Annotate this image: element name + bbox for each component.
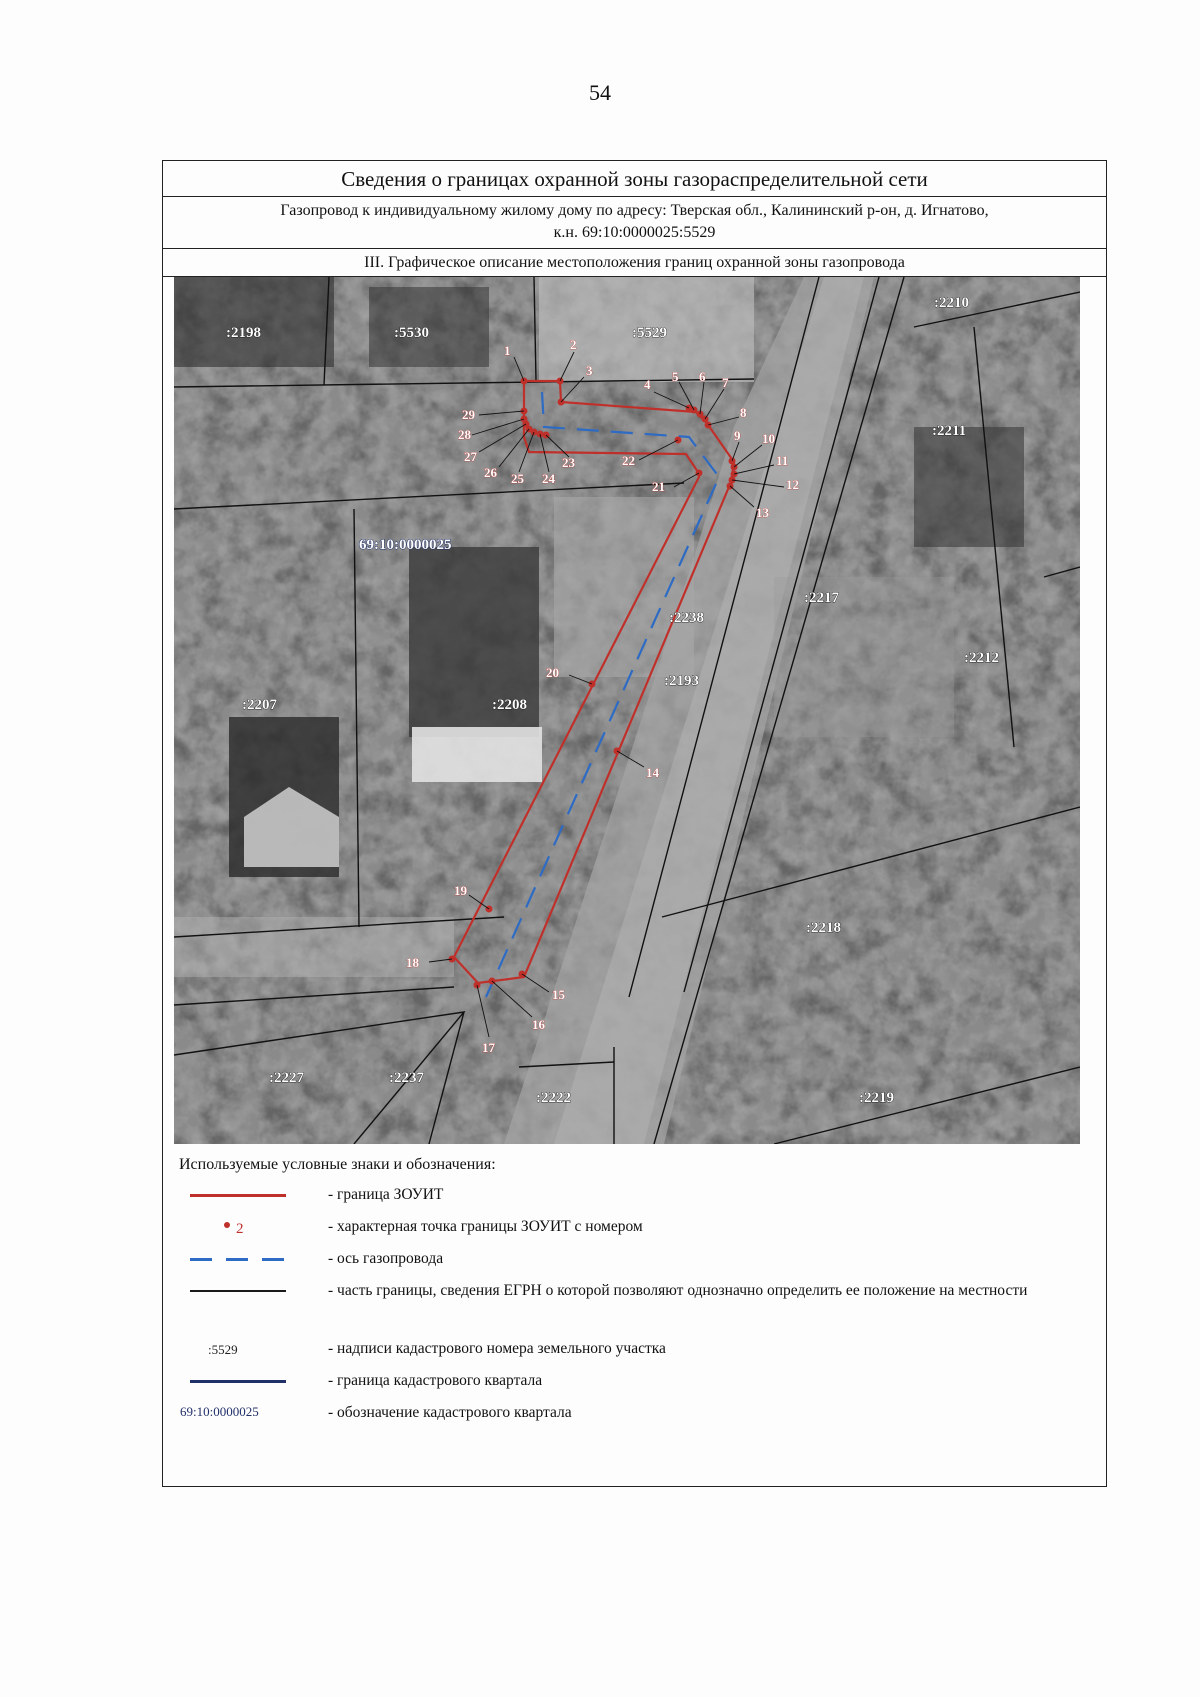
point-label: 29	[462, 407, 475, 422]
legend-item-zone-boundary	[178, 1180, 1078, 1210]
point-label: 5	[672, 369, 679, 384]
point-label: 15	[552, 987, 565, 1002]
point-label: 27	[464, 449, 477, 464]
legend-text: - надписи кадастрового номера земельного участка	[328, 1340, 666, 1357]
point-label: 22	[622, 453, 635, 468]
point-label: 8	[740, 405, 747, 420]
parcel-label: :2211	[932, 423, 967, 439]
point-label: 28	[458, 427, 471, 442]
point-label: 25	[511, 471, 524, 486]
point-label: 2	[570, 337, 577, 352]
parcel-label: :5530	[394, 325, 429, 341]
map-area[interactable]	[174, 277, 1080, 1144]
zone-point-sample: 2	[236, 1221, 244, 1237]
document-title: Сведения о границах охранной зоны газораспределительной сети	[163, 161, 1106, 197]
legend-item-zone-point	[178, 1212, 1078, 1242]
legend-text: - ось газопровода	[328, 1250, 444, 1267]
point-label: 6	[699, 369, 706, 384]
quarter-label-sample: 69:10:0000025	[180, 1404, 259, 1419]
legend-text: - граница кадастрового квартала	[328, 1372, 543, 1389]
point-label: 21	[652, 479, 665, 494]
zone-boundary-symbol	[190, 1194, 286, 1197]
point-label: 26	[484, 465, 497, 480]
point-label: 18	[406, 955, 419, 970]
parcel-label-sample: :5529	[208, 1342, 238, 1357]
parcel-label: :2217	[804, 590, 839, 606]
point-label: 3	[586, 363, 593, 378]
point-label: 13	[756, 505, 769, 520]
legend-text: - часть границы, сведения ЕГРН о которой позволяют однозначно определить ее положение на местности	[328, 1282, 1028, 1299]
legend-text: - обозначение кадастрового квартала	[328, 1404, 572, 1421]
point-label: 20	[546, 665, 559, 680]
parcel-label: :2227	[269, 1070, 304, 1086]
page-number: 54	[589, 80, 611, 105]
legend-title: Используемые условные знаки и обозначения:	[179, 1156, 496, 1173]
point-label: 24	[542, 471, 555, 486]
legend-item-parcel-label	[178, 1334, 1078, 1364]
legend-item-quarter-label	[178, 1398, 1078, 1428]
quarter-boundary-symbol	[190, 1380, 286, 1383]
point-label: 1	[504, 343, 511, 358]
point-label: 19	[454, 883, 467, 898]
point-label: 11	[776, 453, 789, 468]
legend-item-parcel-boundary	[178, 1276, 1078, 1324]
legend-text: - характерная точка границы ЗОУИТ с номером	[328, 1218, 643, 1235]
parcel-label: :2198	[226, 325, 261, 341]
gas-axis-symbol	[190, 1258, 286, 1261]
legend-item-gas-axis	[178, 1244, 1078, 1274]
object-cadastral-number: к.н. 69:10:0000025:5529	[553, 224, 716, 241]
point-label: 4	[644, 377, 651, 392]
parcel-label: :2212	[964, 650, 999, 666]
legend-item-quarter-boundary	[178, 1366, 1078, 1396]
parcel-label: :5529	[632, 325, 667, 341]
object-description	[163, 197, 1106, 249]
parcel-label: :2208	[492, 697, 527, 713]
zone-point-symbol	[224, 1222, 230, 1228]
point-label: 17	[482, 1040, 495, 1055]
section-title: III. Графическое описание местоположения границ охранной зоны газопровода	[163, 249, 1106, 277]
parcel-label: :2193	[664, 673, 699, 689]
point-label: 16	[532, 1017, 545, 1032]
parcel-label: :2210	[934, 295, 969, 311]
point-label: 12	[786, 477, 799, 492]
object-address-line: Газопровод к индивидуальному жилому дому по адресу: Тверская обл., Калининский р-он, д. Игнатово,	[280, 202, 989, 219]
parcel-boundary-symbol	[190, 1290, 286, 1292]
parcel-label: :2237	[389, 1070, 424, 1086]
point-label: 10	[762, 431, 775, 446]
parcel-label: :2238	[669, 610, 704, 626]
point-label: 14	[646, 765, 659, 780]
point-label: 23	[562, 455, 575, 470]
map-svg	[174, 277, 1080, 1144]
legend-text: - граница ЗОУИТ	[328, 1186, 444, 1203]
parcel-label: :2218	[806, 920, 841, 936]
cadastral-quarter-label: 69:10:0000025	[359, 537, 452, 553]
point-label: 9	[734, 428, 741, 443]
parcel-label: :2207	[242, 697, 277, 713]
parcel-label: :2222	[536, 1090, 571, 1106]
parcel-label: :2219	[859, 1090, 894, 1106]
point-label: 7	[722, 375, 729, 390]
